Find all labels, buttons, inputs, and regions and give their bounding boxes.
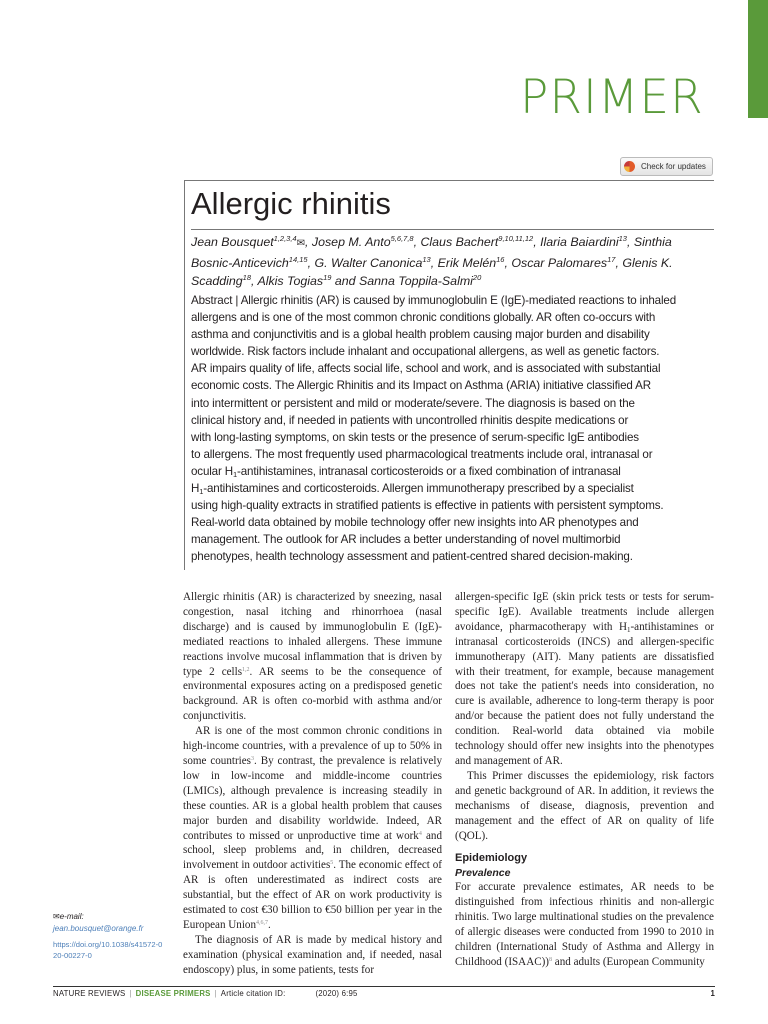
abstract-line: worldwide. Risk factors include inhalant and occupational allergens, as well as genetic factors.: [191, 345, 660, 359]
citation-label: Article citation ID:: [220, 989, 286, 998]
abstract-line: ocular $H_1$-antihistamines, intranasal corticosteroids or a fixed combination of intranasal: [191, 464, 621, 479]
body-paragraph: AR is one of the most common chronic conditions in high-income countries, with a prevalence of up to 50% in some countries$^3$. By contrast, the prevalence is relatively low in low-income and middle-income countries (LMICs), although prevalence is increasing steadily in these counties. AR is a global health problem that causes major burden and disability worldwide. Indeed, AR contributes to missed or unproductive time at work$^4$ and school, sleep problems and, in children, decreased involvement in outdoor activities$^5$. The economic effect of AR is often underestimated as indirect costs are substantial, but the effect of AR on work productivity is estimated to cost €30 billion to €50 billion per year in the European Union$^{4,6,7}$.: [183, 725, 443, 931]
journal-name: NATURE REVIEWS: [53, 989, 126, 998]
page-number: 1: [710, 989, 715, 998]
author-affiliation: 5,6,7,8: [390, 234, 414, 243]
author-affiliation: 20: [472, 273, 482, 282]
abstract-line: phenotypes, health technology assessment and patient-centred shared decision-making.: [191, 550, 633, 564]
author-affiliation: 17: [607, 254, 616, 264]
abstract-line: management. The outlook for AR includes a better understanding of novel multimorbid: [191, 533, 621, 547]
author-affiliation: 14,15: [288, 254, 308, 264]
abstract-line: Real-world data obtained by mobile technology offer new insights into AR phenotypes and: [191, 516, 639, 530]
abstract-label: Abstract |: [191, 294, 241, 307]
body-paragraph: For accurate prevalence estimates, AR needs to be distinguished from infectious rhinitis and non-allergic rhinitis. Two large multinational studies on the prevalence of allergic diseases were conducted from 1990 to 2010 in children (International Study of Asthma and Allergy in Childhood (ISAAC))$^8$ and adults (European Community: [455, 881, 714, 968]
abstract-line: using high-quality extracts in stratified patients is effective in patients with persistent symptoms.: [191, 499, 664, 513]
email-label: e-mail:: [59, 912, 84, 921]
abstract: [191, 292, 719, 566]
author-name: Claus Bachert: [420, 235, 499, 249]
body-column-left: [183, 590, 442, 978]
mail-icon[interactable]: ✉: [296, 238, 305, 249]
author-name: Sanna Toppila-Salmi: [359, 274, 473, 288]
check-for-updates-label: Check for updates: [641, 162, 706, 171]
abstract-line: economic costs. The Allergic Rhinitis and its Impact on Asthma (ARIA) initiative classified AR: [191, 379, 651, 393]
abstract-line: asthma and conjunctivitis and is a global health problem causing major burden and disability: [191, 328, 650, 342]
author-affiliation: 16: [496, 254, 505, 264]
email-link[interactable]: jean.bousquet@orange.fr: [53, 923, 144, 933]
check-for-updates-button[interactable]: [620, 157, 713, 176]
article-title: Allergic rhinitis: [191, 186, 391, 221]
author-affiliation: 13: [422, 254, 431, 264]
abstract-line: clinical history and, if needed in patients with uncontrolled rhinitis despite medications or: [191, 413, 629, 427]
doi-link[interactable]: https://doi.org/10.1038/s41572-020-00227-0: [53, 940, 163, 960]
body-column-right: [455, 590, 714, 970]
author-name: Glenis K. Scadding: [191, 255, 673, 288]
author-affiliation: 19: [323, 273, 332, 282]
body-paragraph: This Primer discusses the epidemiology, risk factors and genetic background of AR. In addition, it reviews the mechanisms of disease, diagnosis, prevention and management and the effect of AR on quality of life (QOL).: [455, 769, 714, 842]
abstract-line: to allergens. The most frequently used pharmacological treatments include oral, intranasal or: [191, 447, 653, 461]
abstract-line: allergens and is one of the most common chronic conditions globally. AR often co-occurs with: [191, 311, 656, 325]
abstract-line: with long-lasting symptoms, on skin tests or the presence of serum-specific IgE antibodies: [191, 430, 639, 444]
title-vertical-rule: [184, 180, 185, 570]
body-paragraph: Allergic rhinitis (AR) is characterized by sneezing, nasal congestion, nasal itching and rhinorrhoea (nasal discharge) and is caused by immunoglobulin E (IgE)-mediated reactions to inhaled allergens. These immune reactions involve mucosal inflammation that is driven by type 2 cells$^{1,2}$. AR seems to be the consequence of environmental exposures acting on a predisposed genetic background. AR is often co-morbid with asthma and/or conjunctivitis.: [183, 591, 442, 723]
crossmark-icon: [624, 161, 635, 172]
citation-value: (2020) 6:95: [315, 989, 358, 998]
abstract-line: AR impairs quality of life, affects social life, school and work, and is associated with substantial: [191, 362, 661, 376]
footer-separator: |: [129, 989, 132, 998]
footer-separator: |: [214, 989, 217, 998]
author-affiliation: 9,10,11,12: [498, 234, 534, 243]
author-name: Oscar Palomares: [511, 255, 608, 270]
author-name: Jean Bousquet: [191, 235, 274, 249]
abstract-line: $H_1$-antihistamines and corticosteroids. Allergen immunotherapy prescribed by a specialist: [191, 482, 634, 497]
mail-icon: ✉: [53, 912, 60, 921]
author-name: Josep M. Anto: [311, 235, 391, 249]
abstract-line: Allergic rhinitis (AR) is caused by immunoglobulin E (IgE)-mediated reactions to inhaled: [240, 294, 676, 307]
journal-series: DISEASE PRIMERS: [135, 989, 211, 998]
section-heading: Epidemiology: [455, 852, 528, 865]
author-name: Erik Melén: [437, 255, 497, 270]
author-name: G. Walter Canonica: [314, 255, 423, 270]
body-paragraph: allergen-specific IgE (skin prick tests or tests for serum-specific IgE). Available treatments include allergen avoidance, pharmacotherapy with $H_1$-antihistamines or intranasal corticosteroids (INCS) and allergen-specific immunotherapy (AIT). Many patients are dissatisfied with their treatment, for example, because management does not take the patient's needs into consideration, no cure is available, adherence to long-term therapy is poor and/or because the patient does not fully understand the condition. Real-world data obtained via mobile technology should offer new insights into the phenotypes and management of AR.: [455, 591, 715, 767]
authors-rule: [191, 229, 714, 230]
abstract-line: into intermittent or persistent and mild or moderate/severe. The diagnosis is based on the: [191, 396, 635, 410]
author-name: Sinthia Bosnic-Anticevich: [191, 235, 672, 270]
section-label: PRIMER: [520, 70, 704, 125]
author-affiliation: 18: [242, 273, 252, 282]
author-affiliation: 13: [618, 234, 627, 243]
author-list: Jean Bousquet$^{1,2,3,4}$✉, Josep M. Anto$^{5,6,7,8}$, Claus Bachert$^{9,10,11,12}$, Ilaria Baiardini$^{13}$, Sinthia Bosnic-Anticevich$^{14,15}$, G. Walter Canonica$^{13}$, Erik Melén$^{16}$, Oscar Palomares$^{17}$, Glenis K. Scadding$^{18}$, Alkis Togias$^{19}$ and Sanna Toppila-Salmi$^{20}$: [191, 234, 673, 288]
footer-rule: [53, 986, 715, 987]
subsection-heading: Prevalence: [455, 867, 511, 880]
correspondence-email: [53, 911, 163, 934]
author-affiliation: 1,2,3,4: [273, 234, 297, 243]
section-color-bar: [748, 0, 768, 118]
title-rule: [184, 180, 714, 181]
author-name: Alkis Togias: [257, 274, 324, 288]
page-footer: [53, 989, 715, 998]
author-name: Ilaria Baiardini: [540, 235, 619, 249]
body-paragraph: The diagnosis of AR is made by medical history and examination (physical examination and, if needed, nasal endoscopy) plus, in some patients, tests for: [183, 933, 442, 976]
